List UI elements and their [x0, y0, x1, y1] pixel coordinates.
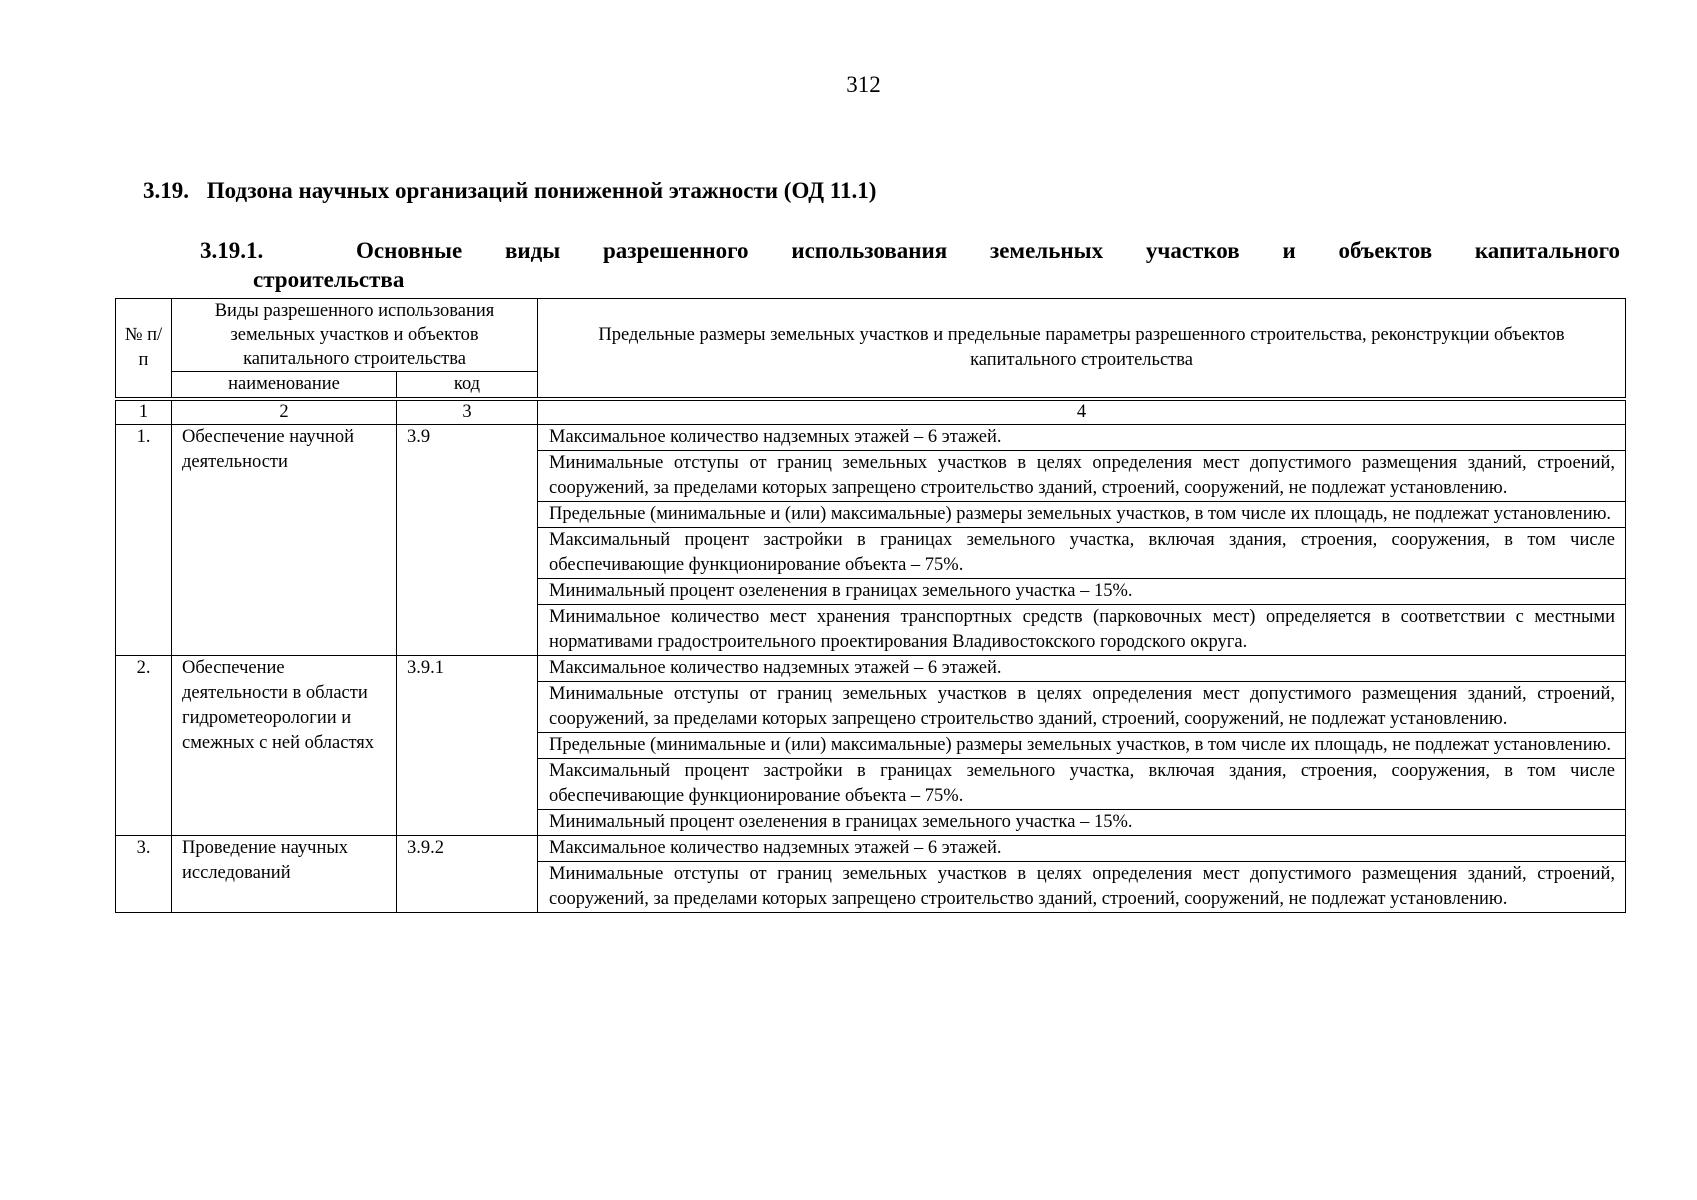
land-use-table [115, 298, 1626, 913]
use-type-code: 3.9 [397, 425, 538, 656]
column-number-2: 2 [172, 401, 397, 425]
subsection-title [200, 236, 1620, 294]
page-number: 312 [846, 72, 881, 97]
subsection-title-word: капитального [1474, 238, 1620, 263]
table-body [116, 425, 1626, 913]
table-row [116, 656, 1626, 682]
column-number-4: 4 [538, 401, 1626, 425]
section-title-text: Подзона научных организаций пониженной этажности (ОД 11.1) [206, 178, 877, 203]
parameter-cell: Минимальное количество мест хранения транспортных средств (парковочных мест) определяется в соответствии с местными нормативами градостроительного проектирования Владивостокского городского округа. [538, 605, 1626, 656]
parameter-cell: Максимальный процент застройки в границах земельного участка, включая здания, строения, сооружения, в том числе обеспечивающие функционирование объекта – 75%. [538, 759, 1626, 810]
subsection-title-word: и [1282, 238, 1296, 263]
subsection-title-word: участков [1145, 238, 1240, 263]
column-number-3: 3 [397, 401, 538, 425]
parameter-cell: Максимальный процент застройки в границах земельного участка, включая здания, строения, сооружения, в том числе обеспечивающие функционирование объекта – 75%. [538, 528, 1626, 579]
header-limits: Предельные размеры земельных участков и предельные параметры разрешенного строительства, реконструкции объектов капитального строительства [538, 299, 1626, 398]
header-num: № п/п [116, 299, 172, 398]
row-number: 1. [116, 425, 172, 656]
header-name: наименование [172, 372, 397, 398]
use-type-name: Обеспечение деятельности в области гидрометеорологии и смежных с ней областях [172, 656, 397, 836]
row-number: 2. [116, 656, 172, 836]
subsection-number: 3.19.1. [200, 238, 264, 263]
use-type-name: Обеспечение научной деятельности [172, 425, 397, 656]
subsection-title-word: земельных [989, 238, 1104, 263]
table-row [116, 836, 1626, 862]
use-type-name: Проведение научных исследований [172, 836, 397, 913]
subsection-title-word: виды [504, 238, 561, 263]
parameter-cell: Минимальный процент озеленения в границах земельного участка – 15%. [538, 810, 1626, 836]
subsection-title-word: использования [791, 238, 948, 263]
column-number-1: 1 [116, 401, 172, 425]
header-code: код [397, 372, 538, 398]
parameter-cell: Минимальные отступы от границ земельных участков в целях определения мест допустимого размещения зданий, строений, сооружений, за пределами которых запрещено строительство зданий, строений, сооружений, не подлежат установлению. [538, 862, 1626, 913]
subsection-title-word: Основные [356, 238, 463, 263]
subsection-title-line2: строительства [253, 267, 405, 292]
parameter-cell: Предельные (минимальные и (или) максимальные) размеры земельных участков, в том числе их площадь, не подлежат установлению. [538, 502, 1626, 528]
parameter-cell: Максимальное количество надземных этажей – 6 этажей. [538, 425, 1626, 451]
parameter-cell: Минимальные отступы от границ земельных участков в целях определения мест допустимого размещения зданий, строений, сооружений, за пределами которых запрещено строительство зданий, строений, сооружений, не подлежат установлению. [538, 451, 1626, 502]
header-types: Виды разрешенного использования земельных участков и объектов капитального строительства [172, 299, 538, 372]
parameter-cell: Максимальное количество надземных этажей – 6 этажей. [538, 656, 1626, 682]
subsection-title-word: разрешенного [602, 238, 749, 263]
parameter-cell: Максимальное количество надземных этажей – 6 этажей. [538, 836, 1626, 862]
parameter-cell: Минимальный процент озеленения в границах земельного участка – 15%. [538, 579, 1626, 605]
subsection-title-word: объектов [1338, 238, 1433, 263]
subsection-title-line1 [200, 236, 1620, 265]
section-title [143, 178, 876, 204]
table-row [116, 425, 1626, 451]
parameter-cell: Минимальные отступы от границ земельных участков в целях определения мест допустимого размещения зданий, строений, сооружений, за пределами которых запрещено строительство зданий, строений, сооружений, не подлежат установлению. [538, 682, 1626, 733]
use-type-code: 3.9.1 [397, 656, 538, 836]
parameter-cell: Предельные (минимальные и (или) максимальные) размеры земельных участков, в том числе их площадь, не подлежат установлению. [538, 733, 1626, 759]
section-number: 3.19. [143, 178, 189, 203]
row-number: 3. [116, 836, 172, 913]
use-type-code: 3.9.2 [397, 836, 538, 913]
